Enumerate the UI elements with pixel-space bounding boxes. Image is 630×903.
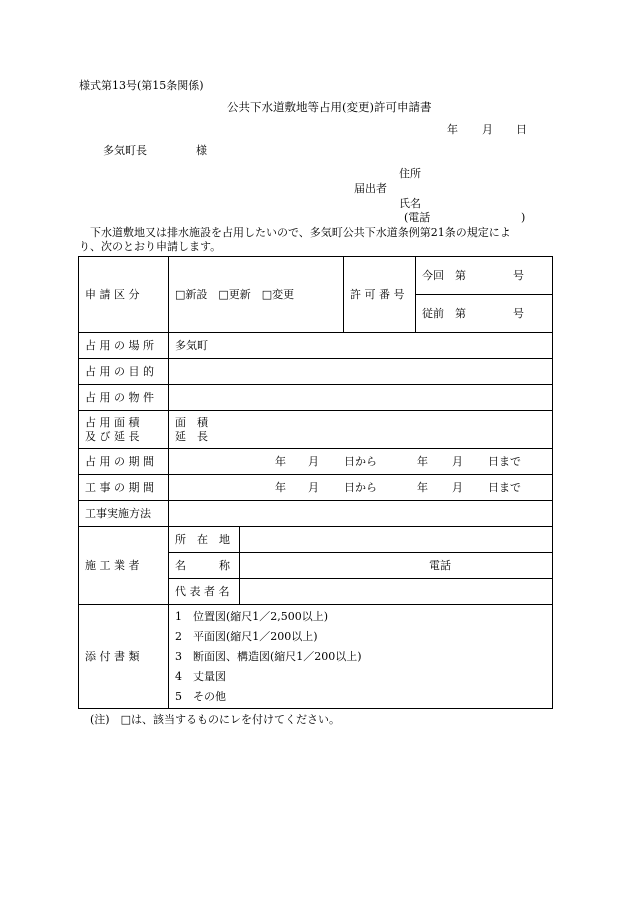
period-month: 月 [308, 454, 319, 468]
area-label-line1: 占 用 面 積 [85, 415, 140, 429]
application-table [78, 256, 553, 709]
current-label: 今回 第 [422, 268, 466, 282]
attachment-item: 2 平面図(縮尺1／200以上) [175, 629, 318, 643]
applicant-label: 届出者 [354, 182, 387, 195]
work-until: 日まで [488, 480, 521, 494]
object-value[interactable] [169, 385, 553, 411]
period-year-2: 年 [417, 454, 428, 468]
attachment-item: 5 その他 [175, 689, 226, 703]
area-label-line2: 及 び 延 長 [85, 429, 140, 443]
footnote: (注) □は、該当するものにレを付けてください。 [90, 713, 340, 726]
permit-number-label: 許 可 番 号 [344, 257, 416, 333]
current-suffix: 号 [513, 268, 524, 282]
date-year: 年 [447, 123, 458, 136]
purpose-label: 占 用 の 目 的 [79, 359, 169, 385]
intro-text-line2: り、次のとおり申請します。 [79, 240, 222, 253]
area-value-line2: 延 長 [175, 429, 208, 443]
contractor-label: 施 工 業 者 [79, 527, 169, 605]
contractor-rep-label: 代 表 者 名 [169, 579, 240, 605]
location-value[interactable]: 多気町 [169, 333, 553, 359]
attachments-list [169, 605, 553, 709]
contractor-rep-value[interactable] [240, 579, 553, 605]
contractor-address-value[interactable] [240, 527, 553, 553]
attachment-item: 1 位置図(縮尺1／2,500以上) [175, 609, 329, 623]
area-value-line1: 面 積 [175, 415, 208, 429]
period-until: 日まで [488, 454, 521, 468]
date-day: 日 [516, 123, 527, 136]
purpose-value[interactable] [169, 359, 553, 385]
previous-label: 従前 第 [422, 306, 466, 320]
form-number: 様式第13号(第15条関係) [79, 79, 204, 92]
addressee-honorific: 様 [196, 144, 207, 157]
method-label: 工事実施方法 [79, 501, 169, 527]
application-type-options[interactable]: □新設 □更新 □変更 [169, 257, 344, 333]
attachment-item: 4 丈量図 [175, 669, 226, 683]
method-value[interactable] [169, 501, 553, 527]
work-period-label: 工 事 の 期 間 [79, 475, 169, 501]
contractor-name-label: 名 称 [169, 553, 240, 579]
occupancy-period-label: 占 用 の 期 間 [79, 449, 169, 475]
area-label [79, 411, 169, 449]
object-label: 占 用 の 物 件 [79, 385, 169, 411]
attachment-item: 3 断面図、構造図(縮尺1／200以上) [175, 649, 362, 663]
application-type-label: 申 請 区 分 [79, 257, 169, 333]
attachments-label: 添 付 書 類 [79, 605, 169, 709]
contractor-phone-label: 電話 [429, 558, 451, 572]
period-month-2: 月 [452, 454, 463, 468]
previous-suffix: 号 [513, 306, 524, 320]
current-permit-cell[interactable] [416, 257, 553, 295]
applicant-phone-open: (電話 [404, 211, 431, 224]
work-year: 年 [275, 480, 286, 494]
contractor-name-value[interactable] [240, 553, 553, 579]
applicant-address-label: 住所 [399, 167, 421, 180]
contractor-address-label: 所 在 地 [169, 527, 240, 553]
work-year-2: 年 [417, 480, 428, 494]
work-from: 日から [344, 480, 377, 494]
occupancy-period-value[interactable] [169, 449, 553, 475]
period-from: 日から [344, 454, 377, 468]
applicant-name-label: 氏名 [399, 197, 421, 210]
addressee-name: 多気町長 [103, 144, 147, 157]
work-month: 月 [308, 480, 319, 494]
intro-text-line1: 下水道敷地又は排水施設を占用したいので、多気町公共下水道条例第21条の規定によ [90, 226, 511, 239]
location-label: 占 用 の 場 所 [79, 333, 169, 359]
work-period-value[interactable] [169, 475, 553, 501]
period-year: 年 [275, 454, 286, 468]
document-title: 公共下水道敷地等占用(変更)許可申請書 [227, 100, 432, 114]
area-value[interactable] [169, 411, 553, 449]
applicant-phone-close: ) [521, 211, 526, 224]
previous-permit-cell[interactable] [416, 295, 553, 333]
work-month-2: 月 [452, 480, 463, 494]
date-month: 月 [482, 123, 493, 136]
